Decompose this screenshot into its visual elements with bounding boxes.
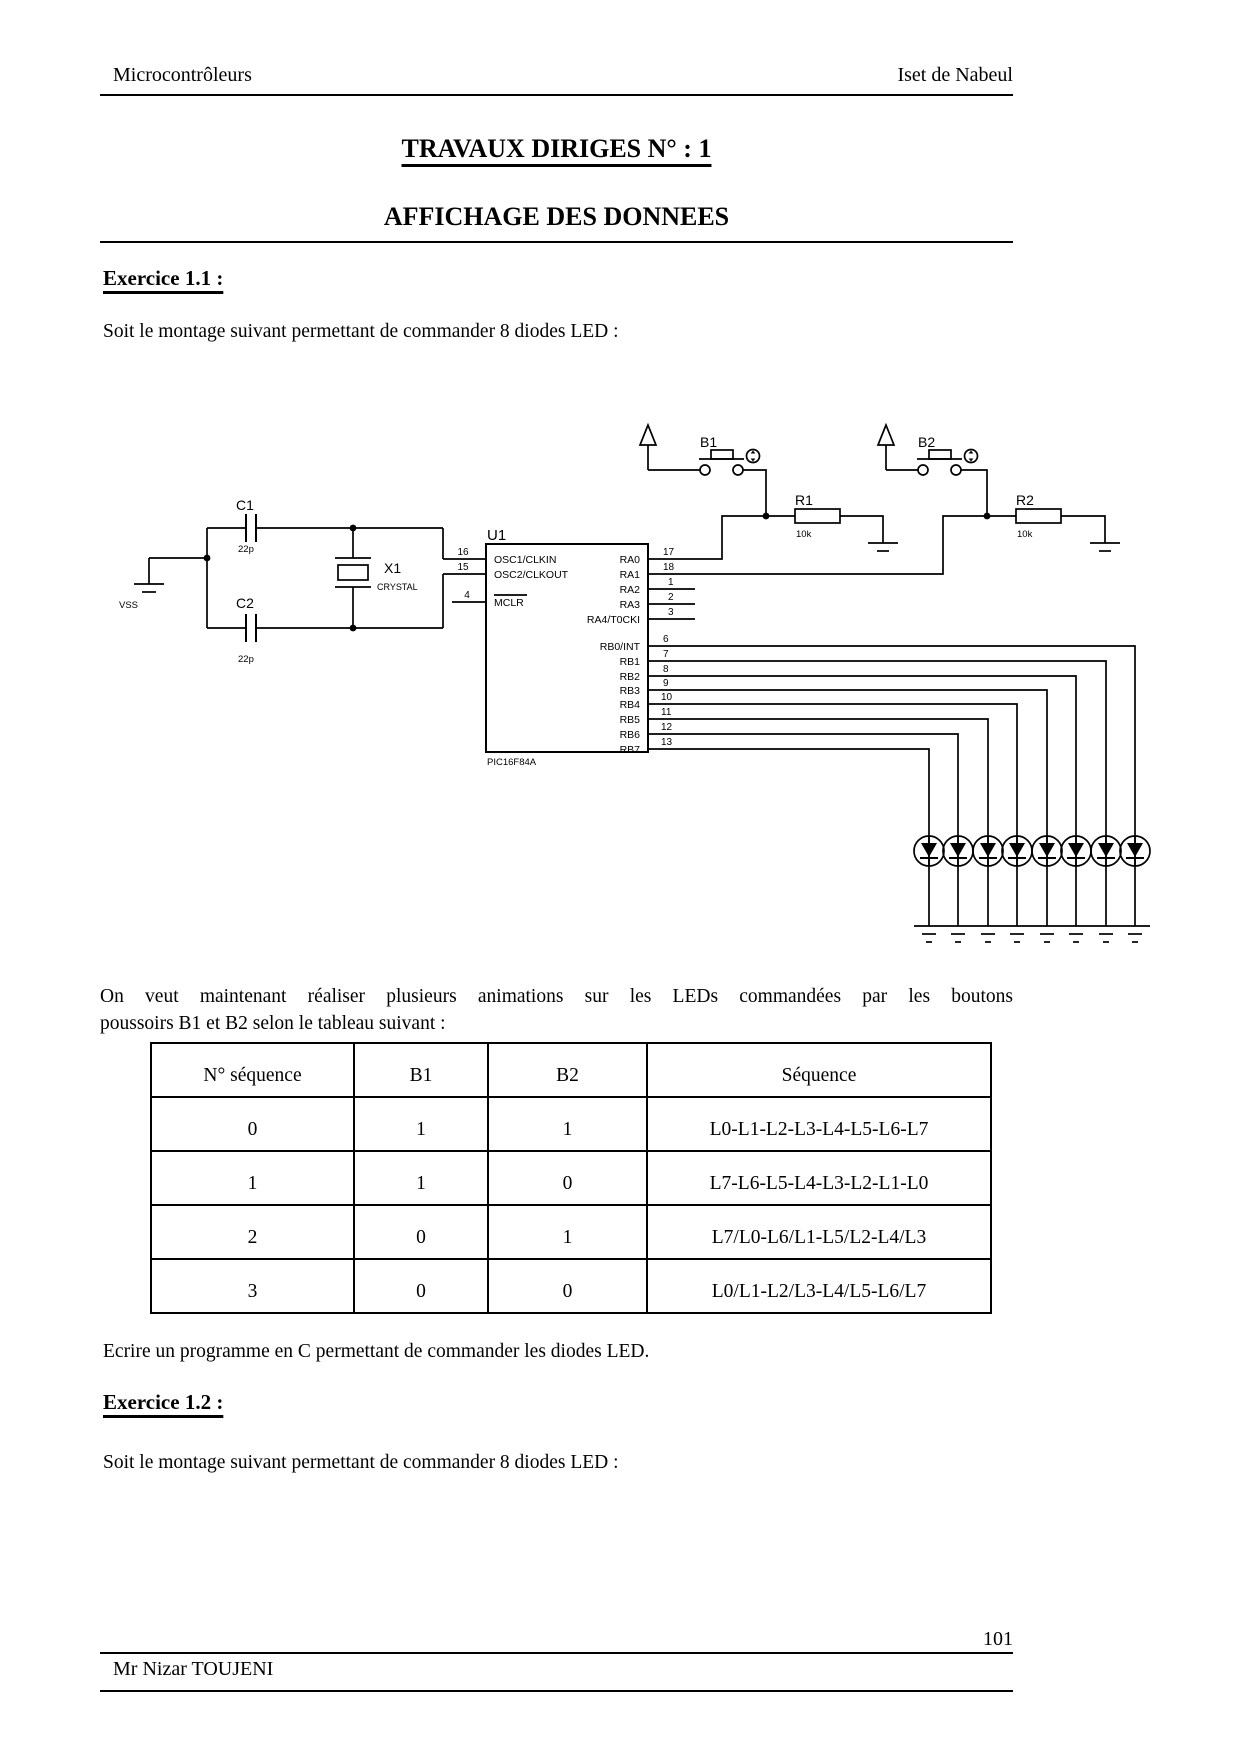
cell-b1: 1 — [354, 1151, 488, 1205]
pin-number: 13 — [661, 737, 673, 748]
pin-label-rb0: RB0/INT — [599, 641, 640, 653]
pin-label-rb3: RB3 — [619, 685, 640, 697]
table-row — [151, 1097, 991, 1151]
pin-number: 16 — [457, 547, 469, 558]
pin-label-rb7: RB7 — [619, 744, 640, 756]
pin-label-ra2: RA2 — [619, 584, 640, 596]
vss-label: VSS — [119, 600, 139, 611]
push-button-b2 — [878, 425, 990, 519]
animations-paragraph-line2: poussoirs B1 et B2 selon le tableau suivant : — [100, 1013, 446, 1034]
header-rule — [100, 94, 1013, 96]
junction-dot — [350, 625, 357, 632]
c1-value: 22p — [238, 544, 254, 555]
u1-label: U1 — [487, 527, 507, 544]
b2-label: B2 — [918, 434, 936, 450]
pin-number: 15 — [457, 562, 469, 573]
pin-number: 2 — [668, 592, 674, 603]
pin-number: 8 — [663, 664, 669, 675]
pin-label-osc2: OSC2/CLKOUT — [494, 569, 569, 581]
circuit-diagram — [0, 415, 1240, 960]
led-7 — [1120, 836, 1150, 866]
table-row — [151, 1151, 991, 1205]
toggle-arrow-icon — [751, 451, 756, 462]
led-array — [914, 836, 1150, 866]
doc-title-text: TRAVAUX DIRIGES N° : 1 — [401, 134, 712, 163]
c2-label: C2 — [236, 595, 254, 611]
header-institution: Iset de Nabeul — [897, 64, 1013, 86]
pin-label-rb4: RB4 — [619, 699, 640, 711]
pin-label-rb1: RB1 — [619, 656, 640, 668]
pin-label-ra1: RA1 — [619, 569, 640, 581]
mcu-part-number: PIC16F84A — [487, 757, 537, 768]
x1-type: CRYSTAL — [377, 582, 418, 592]
pin-number: 4 — [464, 590, 470, 601]
col-header-sequence-number: N° séquence — [151, 1043, 354, 1097]
pin-number: 17 — [663, 547, 675, 558]
r1-label: R1 — [795, 492, 813, 508]
col-header-sequence: Séquence — [647, 1043, 991, 1097]
capacitor-c1 — [207, 497, 443, 555]
cell-b2: 0 — [488, 1259, 647, 1313]
cell-sequence: L0/L1-L2/L3-L4/L5-L6/L7 — [647, 1259, 991, 1313]
footer-author: Mr Nizar TOUJENI — [113, 1658, 274, 1680]
crystal-x1 — [335, 525, 418, 632]
subtitle-rule — [100, 241, 1013, 243]
mcu-u1 — [457, 527, 674, 768]
pin-number: 11 — [661, 707, 672, 718]
b1-label: B1 — [700, 434, 718, 450]
power-arrow-icon — [878, 425, 894, 445]
pin-label-osc1: OSC1/CLKIN — [494, 554, 557, 566]
col-header-b1: B1 — [354, 1043, 488, 1097]
pin-label-rb5: RB5 — [619, 714, 640, 726]
exercise-1-1-intro: Soit le montage suivant permettant de commander 8 diodes LED : — [103, 321, 619, 342]
led-1 — [943, 836, 973, 866]
capacitor-c2 — [207, 595, 443, 665]
rb-bus-wires — [648, 646, 1135, 926]
resistor-r1 — [766, 492, 898, 551]
led-ground-rail — [914, 926, 1150, 942]
x1-label: X1 — [384, 560, 402, 576]
pin-number: 18 — [663, 562, 675, 573]
table-header-row — [151, 1043, 991, 1097]
exercise-1-1-heading: Exercice 1.1 : — [103, 266, 224, 290]
r1-value: 10k — [796, 529, 812, 540]
cell-b1: 0 — [354, 1259, 488, 1313]
led-0 — [914, 836, 944, 866]
doc-subtitle: AFFICHAGE DES DONNEES — [383, 202, 730, 231]
cell-seq-num: 2 — [151, 1205, 354, 1259]
cell-seq-num: 1 — [151, 1151, 354, 1205]
cell-b1: 1 — [354, 1097, 488, 1151]
pin-label-ra0: RA0 — [619, 554, 640, 566]
pin-number: 1 — [668, 577, 674, 588]
table-row — [151, 1259, 991, 1313]
pin-label-mclr: MCLR — [494, 597, 524, 609]
pin-label-rb6: RB6 — [619, 729, 640, 741]
header-course-title: Microcontrôleurs — [113, 64, 252, 86]
cell-sequence: L7/L0-L6/L1-L5/L2-L4/L3 — [647, 1205, 991, 1259]
resistor-r2 — [987, 492, 1120, 551]
footer-rule-bottom — [100, 1690, 1013, 1692]
doc-title — [100, 134, 1013, 164]
pin-number: 12 — [661, 722, 673, 733]
led-2 — [973, 836, 1003, 866]
push-button-b1 — [640, 425, 769, 519]
pin-label-ra4: RA4/T0CKI — [586, 614, 640, 626]
cell-seq-num: 0 — [151, 1097, 354, 1151]
cell-sequence: L0-L1-L2-L3-L4-L5-L6-L7 — [647, 1097, 991, 1151]
outro-text: Ecrire un programme en C permettant de commander les diodes LED. — [103, 1341, 650, 1362]
pin-number: 7 — [663, 649, 669, 660]
led-5 — [1061, 836, 1091, 866]
r2-label: R2 — [1016, 492, 1034, 508]
footer-page-number: 101 — [983, 1628, 1013, 1650]
c1-label: C1 — [236, 497, 254, 513]
led-4 — [1032, 836, 1062, 866]
cell-b1: 0 — [354, 1205, 488, 1259]
vss-ground — [119, 528, 210, 628]
power-arrow-icon — [640, 425, 656, 445]
c2-value: 22p — [238, 654, 254, 665]
pin-number: 10 — [661, 692, 673, 703]
cell-b2: 0 — [488, 1151, 647, 1205]
cell-sequence: L7-L6-L5-L4-L3-L2-L1-L0 — [647, 1151, 991, 1205]
led-6 — [1091, 836, 1121, 866]
col-header-b2: B2 — [488, 1043, 647, 1097]
sequence-table — [150, 1042, 992, 1314]
pin-label-rb2: RB2 — [619, 671, 640, 683]
pin-label-ra3: RA3 — [619, 599, 640, 611]
led-3 — [1002, 836, 1032, 866]
cell-b2: 1 — [488, 1205, 647, 1259]
toggle-arrow-icon — [969, 451, 974, 462]
cell-b2: 1 — [488, 1097, 647, 1151]
cell-seq-num: 3 — [151, 1259, 354, 1313]
animations-paragraph-line1: On veut maintenant réaliser plusieurs animations sur les LEDs commandées par les boutons — [100, 986, 1013, 1007]
footer-rule-top — [100, 1652, 1013, 1654]
exercise-1-2-heading: Exercice 1.2 : — [103, 1390, 224, 1414]
pin-number: 3 — [668, 607, 674, 618]
r2-value: 10k — [1017, 529, 1033, 540]
pin-number: 9 — [663, 678, 669, 689]
table-row — [151, 1205, 991, 1259]
exercise-1-2-intro: Soit le montage suivant permettant de commander 8 diodes LED : — [103, 1452, 619, 1473]
pin-number: 6 — [663, 634, 669, 645]
